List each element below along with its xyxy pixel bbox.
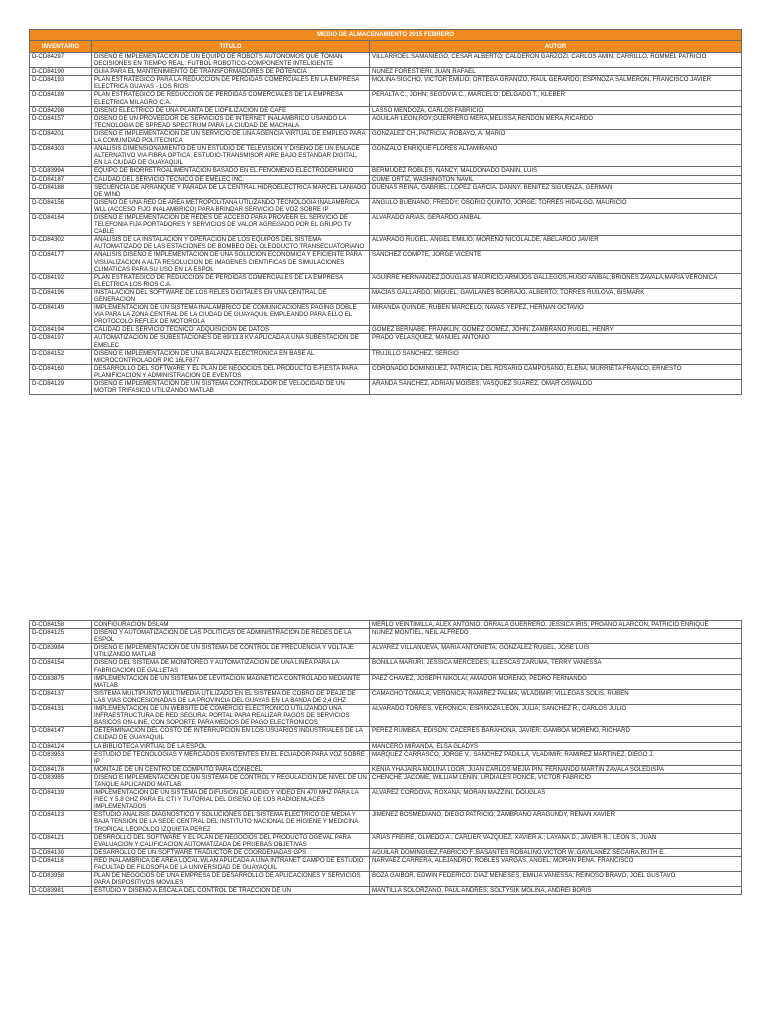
cell-autor: AGUILAR DOMINGUEZ,FABRICIO F.;BASANTES ROBALINO,VICTOR W.;GAVILANEZ SECAIRA,RUTH E. — [370, 848, 742, 856]
cell-inventario: D-CD84158 — [30, 621, 92, 629]
cell-autor: PRADO VELASQUEZ, MANUEL ANTONIO — [370, 334, 742, 349]
table-row — [30, 106, 742, 114]
header-titulo: TITULO — [92, 41, 370, 53]
table-row — [30, 742, 742, 750]
cell-autor: NUNEZ FORESTIERI, JUAN RAFAEL — [370, 68, 742, 76]
cell-inventario: D-CD84197 — [30, 334, 92, 349]
cell-titulo: LA BIBLIOTECA VIRTUAL DE LA ESPOL — [92, 742, 370, 750]
table-row — [30, 236, 742, 251]
cell-autor: MANCERO MIRANDA, ELSA GLADYS — [370, 742, 742, 750]
cell-titulo: IMPLEMENTACION DE UN SISTEMA DE DIFUSION DE AUDIO Y VIDEO EN 470 MHZ PARA LA FIEC Y 5.8 GHZ PARA EL CTI Y TUTORIAL DEL DISEÑO DE LOS RADIOENLACES IMPLEMENTADOS — [92, 789, 370, 811]
cell-titulo: DISEÑO E IMPLEMENTACION DE UN EQUIPO DE ROBOTS AUTONOMOS QUE TOMAN DECISIONES EN TIEMPO REAL: FUTBOL ROBOTICO-COMPONENTE INTELIGENTE — [92, 53, 370, 68]
cell-autor: ARIAS FREIRE, OLMEDO A.; CARLIER VAZQUEZ, XAVIER A.; LAYANA D., JAVIER R.; LEON S., JUAN — [370, 833, 742, 848]
cell-inventario: D-CD84147 — [30, 727, 92, 742]
cell-titulo: AUTOMATIZACION DE SUBESTACIONES DE 69/13.8 KV APLICADA A UNA SUBESTACION DE EMELEC — [92, 334, 370, 349]
table-row — [30, 91, 742, 106]
cell-autor: BONILLA MARURI, JESSICA MERCEDES; ILLESCAS ZARUMA, TERRY VANESSA — [370, 659, 742, 674]
cell-titulo: DISEÑO DE UN PROVEEDOR DE SERVICIOS DE INTERNET INALAMBRICO USANDO LA TECNOLOGIA DE SPREAD SPECTRUM PARA LA CIUDAD DE MACHALA — [92, 114, 370, 129]
cell-autor: GONZALEZ CH.,PATRICIA; ROBAYO, A. MARIO — [370, 129, 742, 144]
cell-inventario: D-CD84178 — [30, 765, 92, 773]
table-row — [30, 334, 742, 349]
cell-inventario: D-CD84193 — [30, 76, 92, 91]
cell-inventario: D-CD83985 — [30, 773, 92, 788]
table-row — [30, 848, 742, 856]
cell-autor: MERLO VEINTIMILLA, ALEX ANTONIO; ORRALA GUERRERO, JESSICA IRIS; PROANO ALARCON, PATRICIO ENRIQUE — [370, 621, 742, 629]
table-row — [30, 364, 742, 379]
cell-autor: MANTILLA SOLORZANO, PAUL ANDRES; SOLTYSIK MOLINA, ANDREI BORIS — [370, 887, 742, 895]
cell-titulo: DISEÑO ELECTRICO DE UNA PLANTA DE LIOFILIZACION DE CAFE — [92, 106, 370, 114]
cell-inventario: D-CD83981 — [30, 887, 92, 895]
cell-titulo: DESARROLLO DEL SOFTWARE Y EL PLAN DE NEGOCIOS DEL PRODUCTO E-FIESTA PARA PLANIFICACION Y ADMINISTRACION DE EVENTOS — [92, 364, 370, 379]
cell-autor: DUENAS REINA, GABRIEL; LOPEZ GARCIA, DANNY; BENITEZ SIGUENZA, GERMAN — [370, 183, 742, 198]
inventory-table-2 — [29, 620, 742, 895]
cell-titulo: DESRROLLO DEL SOFTWARE Y EL PLAN DE NEGOCIOS DEL PRODUCTO DGEVAL PARA EVALUACION Y CALIFICACION AUTOMATIZADA DE PRUEBAS OBJETIVAS — [92, 833, 370, 848]
cell-autor: ALVARADO TORRES, VERONICA; ESPINOZA LEON, JULIA; SANCHEZ R., CARLOS JULIO — [370, 705, 742, 727]
cell-titulo: DISEÑO E IMPLEMENTACION DE UN SISTEMA DE CONTROL DE FRECUENCIA Y VOLTAJE UTILIZANDO MATLAB — [92, 644, 370, 659]
cell-titulo: PLAN ESTRATEGICO DE REDUCCION DE PERDIDAS COMERCIALES DE LA EMPRESA ELECTRICA LOS RIOS C.A. — [92, 273, 370, 288]
cell-inventario: D-CD84121 — [30, 833, 92, 848]
cell-titulo: IMPLEMENTACION DE UN SISTEMA DE LEVITACION MAGNETICA CONTROLADO MEDIANTE MATLAB — [92, 674, 370, 689]
cell-autor: MOLINA SIGCHO, VICTOR EMILIO; ORTEGA GRANIZO, RAUL GERARDO; ESPINOZA SALMERON, FRANCISCO JAVIER — [370, 76, 742, 91]
cell-inventario: D-CD84297 — [30, 53, 92, 68]
table-row — [30, 273, 742, 288]
table-row — [30, 659, 742, 674]
cell-titulo: DISEÑO E IMPLEMENTACION DE UNA BALANZA ELECTRONICA EN BASE AL MICROCONTROLADOR PIC 16LF877 — [92, 349, 370, 364]
cell-inventario: D-CD84192 — [30, 273, 92, 288]
table-row — [30, 213, 742, 235]
cell-titulo: DISEÑO E IMPLEMENTACION DE UN SISTEMA DE CONTROL Y REGULACION DE NIVEL DE UN TANQUE APLICANDO MATLAB — [92, 773, 370, 788]
table-row — [30, 621, 742, 629]
cell-inventario: D-CD84187 — [30, 175, 92, 183]
cell-titulo: ESTUDIO ANALISIS DIAGNOSTICO Y SOLUCIONES DEL SISTEMA ELECTRICO DE MEDIA Y BAJA TENSION DE LA SEDE CENTRAL DEL INSTITUTO NACIONAL DE HIGIENE Y MEDICINA TROPICAL LEOPOLDO IZQUIETA PEREZ — [92, 811, 370, 833]
cell-autor: CORONADO DOMINGUEZ, PATRICIA; DEL ROSARIO CAMPOSANO, ELENA; MURRIETA FRANCO, ERNESTO — [370, 364, 742, 379]
header-inventario: INVENTARIO — [30, 41, 92, 53]
cell-inventario: D-CD84118 — [30, 856, 92, 871]
cell-titulo: CONFIGURACION DSLAM — [92, 621, 370, 629]
cell-inventario: D-CD83994 — [30, 167, 92, 175]
cell-titulo: RED INALAMBRICA DE AREA LOCAL WLAN APLICADA A UNA INTRANET CAMPO DE ESTUDIO: FACULTAD DE FILOSOFIA DE LA UNIVERSIDAD DE GUAYAQUIL — [92, 856, 370, 871]
cell-inventario: D-CD84194 — [30, 326, 92, 334]
cell-titulo: SECUENCIA DE ARRANQUE Y PARADA DE LA CENTRAL HIDROELECTRICA MARCEL LANIADO DE WIND — [92, 183, 370, 198]
table-row — [30, 674, 742, 689]
cell-titulo: DISEÑO Y AUTOMATIZACION DE LAS POLITICAS DE ADMINISTRACION DE REDES DE LA ESPOL — [92, 629, 370, 644]
cell-titulo: DISEÑO E IMPLEMENTACION DE UN SISTEMA CONTROLADOR DE VELOCIDAD DE UN MOTOR TRIFASICO UTILIZANDO MATLAB — [92, 380, 370, 395]
table-row — [30, 750, 742, 765]
cell-autor: PEREZ RUMBEA, EDISON; CACERES BARAHONA, JAVIER; GAMBOA MORENO, RICHARD — [370, 727, 742, 742]
table-row — [30, 765, 742, 773]
table-row — [30, 811, 742, 833]
cell-titulo: DISEÑO E IMPLEMENTACION DE REDES DE ACCESO PARA PROVEER EL SERVICIO DE TELEFONIA FIJA PORTADORES Y SERVICIOS DE VALOR AGREGADO POR EL GRUPO TV CABLE — [92, 213, 370, 235]
cell-autor: ALVAREZ VILLANUEVA, MARIA ANTONIETA; GONZALEZ RUGEL, JOSE LUIS — [370, 644, 742, 659]
table-row — [30, 887, 742, 895]
table-row — [30, 68, 742, 76]
cell-inventario: D-CD84125 — [30, 629, 92, 644]
cell-autor: AGUILAR LEON,ROY;GUERRERO MERA,MELISSA;RENDON MERA,RICARDO — [370, 114, 742, 129]
header-row — [30, 41, 742, 53]
cell-inventario: D-CD84124 — [30, 742, 92, 750]
cell-autor: PAEZ CHAVEZ, JOSEPH NIKOLAI; AMADOR MORENO, PEDRO FERNANDO — [370, 674, 742, 689]
table-row — [30, 251, 742, 273]
cell-autor: SANCHEZ COMPTE, JORGE VICENTE — [370, 251, 742, 273]
cell-titulo: CALIDAD DEL SERVICIO TECNICO DE EMELEC INC. — [92, 175, 370, 183]
table-row — [30, 175, 742, 183]
table-row — [30, 644, 742, 659]
cell-inventario: D-CD83958 — [30, 872, 92, 887]
cell-autor: VILLARROEL SAMANIEGO, CESAR ALBERTO; CALDERON GARZOZI, CARLOS AMIN; CARRILLO, ROMMEL PATRICIO — [370, 53, 742, 68]
cell-autor: AGUIRRE HERNANDEZ,DOUGLAS MAURICIO;ARMIJOS GALLEGOS,HUGO ANIBAL;BRIONES ZAVALA,MARIA VERONICA — [370, 273, 742, 288]
table-row — [30, 629, 742, 644]
table-row — [30, 53, 742, 68]
cell-inventario: D-CD84189 — [30, 91, 92, 106]
cell-autor: JIMENEZ BOSMEDIANO, DIEGO PATRICIO; ZAMBRANO ARAGUNDY, RENAN XAVIER — [370, 811, 742, 833]
cell-inventario: D-CD84303 — [30, 145, 92, 167]
table-row — [30, 304, 742, 326]
cell-titulo: DISEÑO DE UNA RED DE AREA METROPOLITANA UTILIZANDO TECNOLOGIA INALAMBRICA WLL (ACCESO FIJO INALAMBRICO) PARA BRINDAR SERVICIO DE VOZ SOBRE IP — [92, 198, 370, 213]
cell-autor: BERMUDEZ ROBLES, NANCY; MALDONADO DANIN, LUIS — [370, 167, 742, 175]
cell-autor: MIRANDA QUINDE, RUBEN MARCELO; NAVAS YEPEZ, HERNAN OCTAVIO — [370, 304, 742, 326]
table-row — [30, 789, 742, 811]
cell-inventario: D-CD84154 — [30, 659, 92, 674]
header-autor: AUTOR — [370, 41, 742, 53]
table-body-2 — [30, 621, 742, 895]
cell-inventario: D-CD84149 — [30, 304, 92, 326]
table-row — [30, 129, 742, 144]
cell-autor: TRUJILLO SANCHEZ, SERGIO — [370, 349, 742, 364]
cell-inventario: D-CD84152 — [30, 349, 92, 364]
cell-inventario: D-CD84156 — [30, 198, 92, 213]
table-body-1 — [30, 53, 742, 395]
cell-titulo: GUIA PARA EL MANTENIMIENTO DE TRANSFORMADORES DE POTENCIA — [92, 68, 370, 76]
cell-titulo: PLAN DE NEGOCIOS DE UNA EMPRESA DE DESARROLLO DE APLICACIONES Y SERVICIOS PARA DISPOSITIVOS MOVILES — [92, 872, 370, 887]
cell-titulo: DISEÑO DEL SISTEMA DE MONITOREO Y AUTOMATIZACION DE UNA LINEA PARA LA FABRICACION DE GALLETAS — [92, 659, 370, 674]
table-row — [30, 76, 742, 91]
cell-titulo: DETERMINACION DEL COSTO DE INTERRUPCION EN LOS USUARIOS INDUSTRIALES DE LA CIUDAD DE GUAYAQUIL — [92, 727, 370, 742]
cell-inventario: D-CD84123 — [30, 811, 92, 833]
cell-inventario: D-CD84157 — [30, 114, 92, 129]
cell-titulo: IMPLEMENTACION DE UN WEBSITE DE COMERCIO ELECTRONICO UTILIZANDO UNA INFRAESTRUCTURA DE RED SEGURA: PORTAL PARA REALIZAR PAGOS DE SERVICIOS BASICOS ON-LINE, CON SOPORTE PARA MEDIOS DE PAGO ELECTRONICOS — [92, 705, 370, 727]
cell-autor: NUNEZ MONTIEL, NEIL ALFREDO — [370, 629, 742, 644]
cell-inventario: D-CD84139 — [30, 789, 92, 811]
cell-autor: NARVAEZ CARRERA, ALEJANDRO; ROBLES VARGAS, ANGEL; MORAN PENA, FRANCISCO — [370, 856, 742, 871]
cell-inventario: D-CD84190 — [30, 68, 92, 76]
cell-titulo: INSTALACION DEL SOFTWARE DE LOS RELES DIGITALES EN UNA CENTRAL DE GENERACION — [92, 288, 370, 303]
cell-titulo: ANALISIS DIMENSIONAMIENTO DE UN ESTUDIO DE TELEVISION Y DISEÑO DE UN ENLACE ALTERNATIVO VIA FIBRA OPTICA: ESTUDIO-TRANSMISOR AIRE BAJO ESTANDAR DIGITAL, EN LA CIUDAD DE GUAYAQUIL — [92, 145, 370, 167]
cell-autor: ALVARADO ARIAS, GERARDO ANIBAL — [370, 213, 742, 235]
cell-inventario: D-CD84196 — [30, 288, 92, 303]
cell-autor: CUME ORTIZ, WASHINGTON NAVIL — [370, 175, 742, 183]
cell-titulo: ESTUDIO DE TECNOLOGIAS Y MERCADOS EXISTENTES EN EL ECUADOR PARA VOZ SOBRE IP — [92, 750, 370, 765]
table-row — [30, 183, 742, 198]
table-row — [30, 833, 742, 848]
cell-inventario: D-CD84188 — [30, 183, 92, 198]
cell-autor: CHENCHE JACOME, WILLIAM LENIN; URDIALES PONCE, VICTOR FABRICIO — [370, 773, 742, 788]
table-row — [30, 198, 742, 213]
cell-inventario: D-CD83875 — [30, 674, 92, 689]
cell-inventario: D-CD84131 — [30, 705, 92, 727]
cell-titulo: CALIDAD DEL SERVICIO TECNICO: ADQUISICION DE DATOS — [92, 326, 370, 334]
table-title: MEDIO DE ALMACENAMIENTO 2015 FEBRERO — [30, 30, 742, 41]
table-row — [30, 872, 742, 887]
table-row — [30, 349, 742, 364]
cell-autor: CAMACHO TOMALA, VERONICA; RAMIREZ PALMA, WLADIMIR; VILLEGAS SOLIS, RUBEN — [370, 689, 742, 704]
cell-autor: GONZALO ENRIQUE FLORES ALTAMIRANO — [370, 145, 742, 167]
cell-inventario: D-CD84130 — [30, 848, 92, 856]
cell-titulo: IMPLEMENTACION DE UN SISTEMA INALAMBRICO DE COMUNICACIONES PAGING DOBLE VIA PARA LA ZONA CENTRAL DE LA CIUDAD DE GUAYAQUIL EMPLEANDO PARA ELLO EL PROTOCOLO REFLEX DE MOTOROLA — [92, 304, 370, 326]
cell-titulo: ANALISIS DISEÑO E IMPLEMENTACION DE UNA SOLUCION ECONOMICA Y EFICIENTE PARA VISUALIZACION A ALTA RESOLUCION DE IMAGENES CIENTIFICAS DE SIMULACIONES CLIMATICAS PARA SU USO EN LA ESPOL — [92, 251, 370, 273]
cell-inventario: D-CD84129 — [30, 380, 92, 395]
cell-titulo: ANALISIS DE LA INSTALACION Y OPERACION DE LOS EQUIPOS DEL SISTEMA AUTOMATIZADO DE LAS ESTACIONES DE BOMBEO DEL OLEODUCTO TRANSECUATORIANO — [92, 236, 370, 251]
cell-autor: GOMEZ BERNABE, FRANKLIN; GOMEZ GOMEZ, JOHN; ZAMBRANO RUGEL, HENRY — [370, 326, 742, 334]
cell-autor: MACIAS GALLARDO, MIGUEL; GAVILANES BORRAJO, ALBERTO; TORRES RUILOVA, BISMARK — [370, 288, 742, 303]
cell-titulo: PLAN ESTRATEGICO PARA LA REDUCCION DE PERDIDAS COMERCIALES EN LA EMPRESA ELECTRICA GUAYAS - LOS RIOS — [92, 76, 370, 91]
cell-autor: ANGULO BUENANO, FREDDY; OSORIO QUINTO, JORGE; TORRES HIDALGO, MAURICIO — [370, 198, 742, 213]
cell-autor: ALVAREZ CORDOVA, ROXANA; MORAN MAZZINI, DOUGLAS — [370, 789, 742, 811]
table-row — [30, 380, 742, 395]
cell-inventario: D-CD84160 — [30, 364, 92, 379]
table-title-row — [30, 30, 742, 41]
inventory-table-1 — [29, 29, 742, 395]
table-row — [30, 145, 742, 167]
cell-inventario: D-CD84164 — [30, 213, 92, 235]
cell-inventario: D-CD84298 — [30, 106, 92, 114]
table-row — [30, 773, 742, 788]
table-row — [30, 167, 742, 175]
cell-inventario: D-CD84137 — [30, 689, 92, 704]
cell-autor: ALVARADO RUGEL, ANGEL EMILIO; MORENO NICOLALDE, ABELARDO JAVIER — [370, 236, 742, 251]
cell-autor: KENIA YHAJAIRA MOLINA LOOR, JUAN CARLOS MEJIA PIN, FERNANDO MARTIN ZAVALA SOLEDISPA — [370, 765, 742, 773]
cell-titulo: DESARROLLO DE UN SOFTWARE TRADUCTOR DE COORDENADAS GPS — [92, 848, 370, 856]
table-row — [30, 288, 742, 303]
cell-inventario: D-CD84302 — [30, 236, 92, 251]
cell-inventario: D-CD84201 — [30, 129, 92, 144]
table-row — [30, 856, 742, 871]
cell-inventario: D-CD83953 — [30, 750, 92, 765]
table-row — [30, 689, 742, 704]
table-row — [30, 114, 742, 129]
cell-titulo: ESTUDIO Y DISEÑO A ESCALA DEL CONTROL DE TRACCION DE UN — [92, 887, 370, 895]
cell-titulo: PLAN ESTRATEGICO DE REDUCCION DE PERDIDAS COMERCIALES DE LA EMPRESA ELECTRICA MILAGRO C.A. — [92, 91, 370, 106]
cell-autor: LASSO MENDOZA, CARLOS FABRICIO — [370, 106, 742, 114]
cell-titulo: DISEÑO E IMPLEMENTACION DE UN SERVICIO DE UNA AGENCIA VIRTUAL DE EMPLEO PARA LA COMUNIDAD POLITECNICA — [92, 129, 370, 144]
cell-titulo: SISTEMA MULTIPUNTO MULTIMEDIA UTILIZADO EN EL SISTEMA DE COBRO DE PEAJE DE LAS VIAS CONCESIONADAS DE LA PROVINCIA DEL GUAYAS EN LA BANDA DE 2,4 GHZ — [92, 689, 370, 704]
table-row — [30, 705, 742, 727]
table-row — [30, 326, 742, 334]
cell-titulo: MONTAJE DE UN CENTRO DE COMPUTO PARA CONECEL — [92, 765, 370, 773]
cell-inventario: D-CD84177 — [30, 251, 92, 273]
cell-autor: BOZA GAIBOR, EDWIN FEDERICO; DIAZ MENESES, EMILIA VANESSA; REINOSO BRAVO, JOEL GUSTAVO — [370, 872, 742, 887]
cell-autor: MARQUEZ CARRASCO, JORGE V.; SANCHEZ PADILLA, VLADIMIR; RAMIREZ MARTINEZ, DIEGO J. — [370, 750, 742, 765]
table-row — [30, 727, 742, 742]
cell-inventario: D-CD83984 — [30, 644, 92, 659]
cell-titulo: EQUIPO DE BIORRETROALIMENTACION BASADO EN EL FENOMENO ELECTRODERMICO — [92, 167, 370, 175]
cell-autor: ARANDA SANCHEZ, ADRIAN MOISES; VASQUEZ SUAREZ, OMAR OSWALDO — [370, 380, 742, 395]
cell-autor: PERALTA C., JOHN; SEGOVIA C., MARCELO; DELGADO T., KLEBER — [370, 91, 742, 106]
